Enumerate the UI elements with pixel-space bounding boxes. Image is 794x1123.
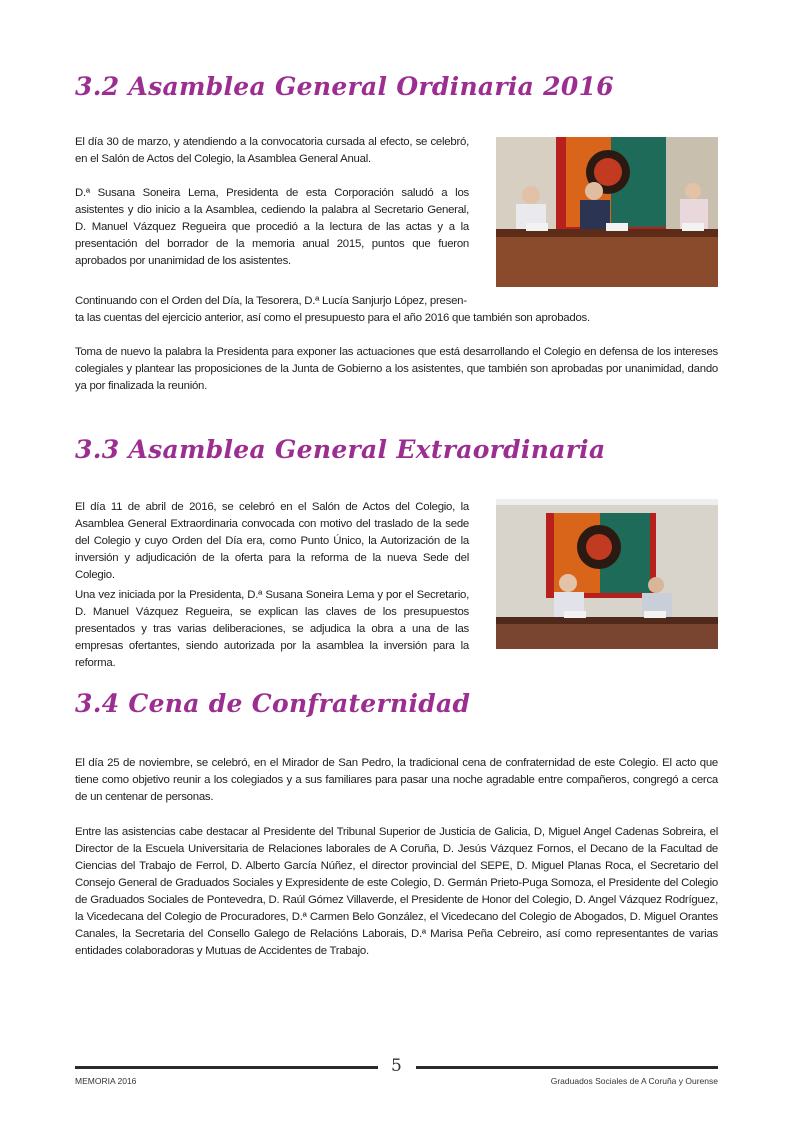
section-3-2-paragraph-3-line-1: Continuando con el Orden del Día, la Tesorera, D.ª Lucía Sanjurjo López, presen- (75, 295, 467, 307)
section-3-4-paragraph-1: El día 25 de noviembre, se celebró, en el Mirador de San Pedro, la tradicional cena de confraternidad de este Colegio. El acto que tiene como objetivo reunir a los colegiados y a sus familiares para pasar una noche agradable entre compañeros, congregó a cerca de un centenar de personas. (75, 757, 718, 803)
section-3-3-paragraph-2: Una vez iniciada por la Presidenta, D.ª Susana Soneira Lema y por el Secretario, D. Manuel Vázquez Regueira, se explican las claves de los presupuestos presentados y tras varias deliberaciones, se adjudica la obra a una de las empresas ofertantes, siendo autorizada por la asamblea la inversión para la reforma. (75, 589, 469, 669)
section-3-3-paragraph-1: El día 11 de abril de 2016, se celebró en el Salón de Actos del Colegio, la Asamblea General Extraordinaria convocada con motivo del traslado de la sede del Colegio y cuyo Orden del Día era, como Punto Único, la Autorización de la inversión y adjudicación de la oferta para la reforma de la nueva Sede del Colegio. (75, 501, 469, 581)
footer-rule-right (416, 1066, 718, 1069)
section-3-2-paragraph-2: D.ª Susana Soneira Lema, Presidenta de esta Corporación saludó a los asistentes y dio inicio a la Asamblea, cediendo la palabra al Secretario General, D. Manuel Vázquez Regueira que procedió a la lectura de las actas y a la presentación del borrador de la memoria anual 2015, puntos que fueron aprobados por unanimidad de los asistentes. (75, 187, 469, 267)
section-heading-3-2: 3.2 Asamblea General Ordinaria 2016 (75, 72, 614, 101)
section-3-4-paragraph-2: Entre las asistencias cabe destacar al Presidente del Tribunal Superior de Justicia de Galicia, D, Miguel Angel Cadenas Sobreira, el Director de la Escuela Universitaria de Relaciones laborales de A Coruña, D. Jesús Vázquez Fornos, el Decano de la Facultad de Ciencias del Trabajo de Ferrol, D. Alberto García Núñez, el director provincial del SEPE, D. Miguel Planas Roca, el Secretario del Consejo General de Graduados Sociales y Expresidente de este Colegio, D. Germán Prieto-Puga Somoza, el Presidente del Colegio de Graduados Sociales de Pontevedra, D. Raúl Gómez Villaverde, el Presidente de Honor del Colegio, D. Angel Vázquez Rodríguez, la Vicedecana del Colegio de Procuradores, D.ª Carmen Belo González, el Vicedecano del Colegio de Abogados, D. Miguel Orantes Canales, la Secretaria del Consello Galego de Relacións Laborais, D.ª Marisa Peña Cebreiro, así como representantes de varias entidades colaboradoras y Mutuas de Accidentes de Trabajo. (75, 826, 718, 957)
section-3-2-paragraph-3-line-2: ta las cuentas del ejercicio anterior, así como el presupuesto para el año 2016 que también son aprobados. (75, 312, 590, 324)
footer-rule-left (75, 1066, 378, 1069)
footer-right-text: Graduados Sociales de A Coruña y Ourense (550, 1076, 718, 1086)
section-heading-3-4: 3.4 Cena de Confraternidad (75, 689, 471, 718)
section-heading-3-3: 3.3 Asamblea General Extraordinaria (75, 435, 606, 464)
assembly-photo-ordinary (496, 137, 718, 287)
section-3-2-paragraph-4: Toma de nuevo la palabra la Presidenta para exponer las actuaciones que está desarrollando el Colegio en defensa de los intereses colegiales y plantear las proposiciones de la Junta de Gobierno a los asistentes, que también son aprobadas por unanimidad, dando ya por finalizada la reunión. (75, 346, 718, 392)
assembly-photo-extraordinary (496, 499, 718, 649)
footer-left-text: MEMORIA 2016 (75, 1076, 137, 1086)
page-number: 5 (391, 1056, 402, 1076)
section-3-2-paragraph-1: El día 30 de marzo, y atendiendo a la convocatoria cursada al efecto, se celebró, en el Salón de Actos del Colegio, la Asamblea General Anual. (75, 136, 469, 165)
